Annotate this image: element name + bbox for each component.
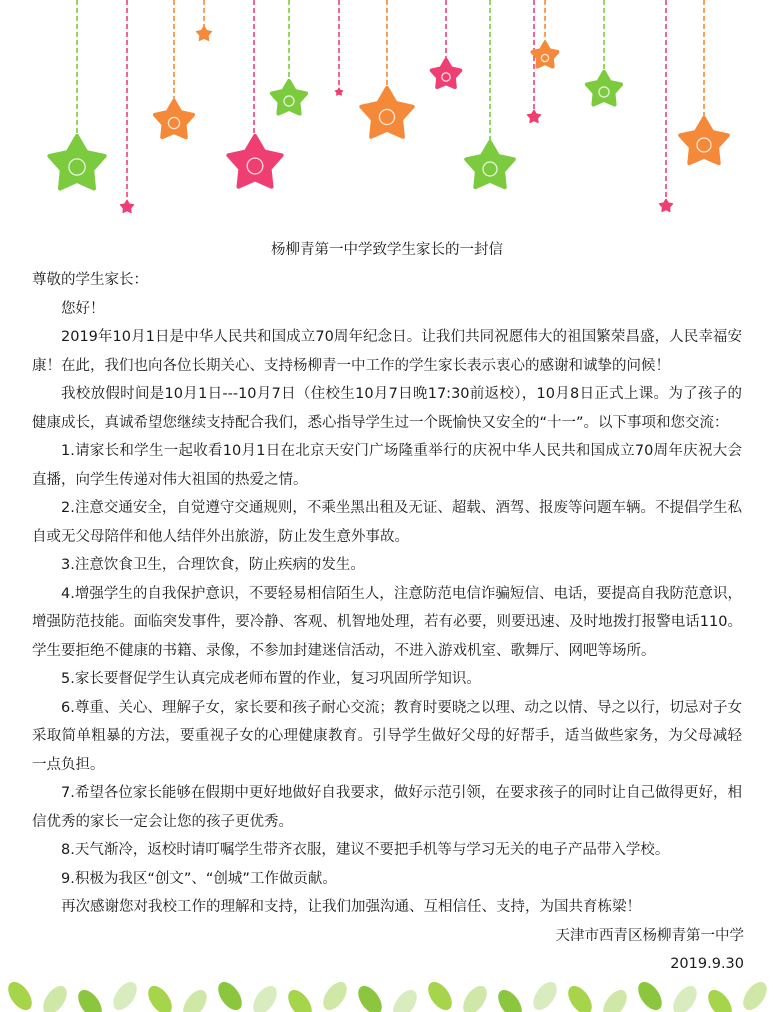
star-icon: [228, 136, 281, 187]
hanging-stars-banner: [0, 0, 774, 225]
star-icon: [361, 88, 412, 137]
star-icon: [335, 88, 343, 95]
leaf-icon: [423, 978, 456, 1012]
letter-paragraph: 我校放假时间是10月1日---10月7日（住校生10月7日晚17:30前返校），10月8日正式上课。为了孩子的健康成长，真诚希望您继续支持配合我们，悉心指导学生过一个既愉快又安全的“十一”。以下事项和您交流：: [32, 386, 742, 431]
star-icon: [120, 200, 133, 213]
leaf-icon: [633, 978, 666, 1012]
letter-paragraph: 3.注意饮食卫生，合理饮食，防止疾病的发生。: [61, 557, 365, 573]
leaf-border: [0, 968, 774, 1012]
leaf-icon: [318, 978, 351, 1012]
leaf-icon: [388, 986, 421, 1012]
letter-paragraph: 5.家长要督促学生认真完成老师布置的作业，复习巩固所学知识。: [61, 671, 481, 687]
star-icon: [680, 118, 728, 163]
letter-paragraph: 再次感谢您对我校工作的理解和支持，让我们加强沟通、互相信任、支持，为国共育栋梁！: [61, 899, 641, 915]
leaf-icon: [283, 986, 316, 1012]
signature: 天津市西青区杨柳青第一中学: [555, 927, 744, 944]
letter-paragraph: 9.积极为我区“创文”、“创城”工作做贡献。: [61, 870, 337, 887]
leaf-icon: [178, 986, 211, 1012]
date: 2019.9.30: [670, 956, 744, 972]
leaf-icon: [703, 986, 736, 1012]
star-icon: [49, 136, 104, 189]
leaf-icon: [738, 978, 771, 1012]
letter-paragraph: 1.请家长和学生一起收看10月1日在北京天安门广场隆重举行的庆祝中华人民共和国成立70周年庆祝大会直播，向学生传递对伟大祖国的热爱之情。: [32, 443, 742, 488]
letter-paragraph: 4.增强学生的自我保护意识，不要轻易相信陌生人，注意防范电信诈骗短信、电话，要提高自我防范意识，增强防范技能。面临突发事件，要冷静、客观、机智地处理，若有必要，则要迅速、及时地拨打报警电话110。学生要拒绝不健康的书籍、录像，不参加封建迷信活动，不进入游戏机室、歌舞厅、网吧等场所。: [32, 585, 742, 659]
leaf-icon: [598, 986, 631, 1012]
leaf-icon: [38, 982, 71, 1012]
salutation: 尊敬的学生家长：: [32, 272, 148, 288]
leaf-icon: [73, 986, 106, 1012]
leaf-icon: [458, 982, 491, 1012]
leaf-icon: [108, 978, 141, 1012]
letter-paragraph: 6.尊重、关心、理解子女，家长要和孩子耐心交流；教育时要晓之以理、动之以情、导之以行，切忌对子女采取简单粗暴的方法，要重视子女的心理健康教育。引导学生做好父母的好帮手，适当做些家务，为父母减轻一点负担。: [32, 699, 742, 773]
leaf-icon: [563, 982, 596, 1012]
star-icon: [432, 60, 461, 87]
letter-title: 杨柳青第一中学致学生家长的一封信: [271, 242, 503, 258]
letter-paragraph: 8.天气渐冷，返校时请叮嘱学生带齐衣服，建议不要把手机等与学习无关的电子产品带入学校。: [61, 842, 670, 858]
star-icon: [527, 110, 540, 123]
greeting: 您好！: [61, 300, 105, 317]
star-icon: [587, 72, 621, 105]
leaf-icon: [248, 982, 281, 1012]
leaf-icon: [143, 982, 176, 1012]
star-icon: [196, 26, 211, 41]
letter-paragraph: 2.注意交通安全，自觉遵守交通规则，不乘坐黑出租及无证、超载、酒驾、报废等问题车辆。不提倡学生私自或无父母陪伴和他人结伴外出旅游，防止发生意外事故。: [32, 500, 742, 545]
letter-paragraph: 7.希望各位家长能够在假期中更好地做好自我要求，做好示范引领，在要求孩子的同时让自己做得更好，相信优秀的家长一定会让您的孩子更优秀。: [32, 785, 742, 830]
letter: [0, 236, 774, 979]
leaf-icon: [213, 978, 246, 1012]
star-icon: [659, 199, 672, 212]
leaf-icon: [668, 982, 701, 1012]
leaf-icon: [353, 982, 386, 1012]
letter-paragraph: 2019年10月1日是中华人民共和国成立70周年纪念日。让我们共同祝愿伟大的祖国繁荣昌盛，人民幸福安康！在此，我们也向各位长期关心、支持杨柳青一中工作的学生家长表示衷心的感谢和诚挚的问候！: [32, 329, 742, 374]
star-icon: [466, 142, 514, 187]
leaf-icon: [3, 978, 36, 1012]
leaf-icon: [528, 978, 561, 1012]
star-icon: [272, 81, 306, 114]
star-icon: [155, 101, 193, 137]
leaf-icon: [493, 986, 526, 1012]
